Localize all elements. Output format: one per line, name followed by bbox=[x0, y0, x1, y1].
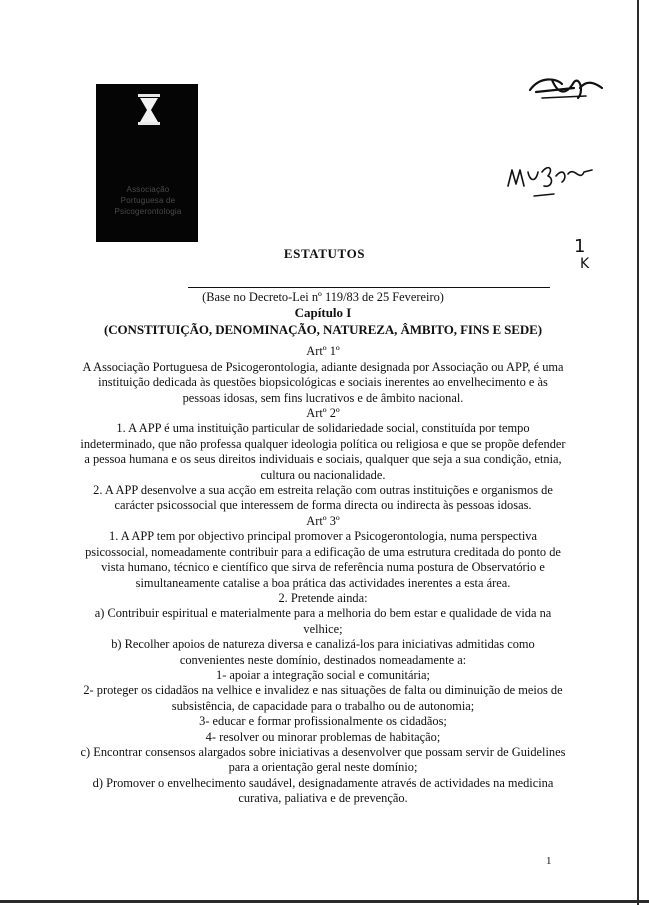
article-3-item-d: d) Promover o envelhecimento saudável, designadamente através de actividades na medicina curativa, paliativa e de prevenção. bbox=[92, 775, 554, 806]
article-1-text: A Associação Portuguesa de Psicogerontologia, adiante designada por Associação ou APP, é uma instituição dedicada às questões biopsicológicas e sociais inerentes ao envelhecimento e às pessoas idosas, sem fins lucrativos e de âmbito nacional. bbox=[82, 359, 564, 405]
article-3-item-b-4: 4- resolver ou minorar problemas de habitação; bbox=[205, 729, 441, 744]
article-1-heading: Artº 1º bbox=[306, 344, 340, 359]
article-3-heading: Artº 3º bbox=[306, 513, 340, 528]
article-3-item-b-1: 1- apoiar a integração social e comunitária; bbox=[216, 667, 430, 682]
title-rule bbox=[188, 287, 550, 288]
handwritten-letter: K bbox=[580, 256, 590, 272]
document-subtitle: (Base no Decreto-Lei nº 119/83 de 25 Fevereiro) bbox=[202, 290, 444, 304]
hourglass-icon bbox=[96, 84, 198, 242]
article-2-heading: Artº 2º bbox=[306, 406, 340, 421]
document-body bbox=[80, 290, 566, 807]
article-3-paragraph-2: 2. Pretende ainda: bbox=[278, 590, 368, 605]
handwritten-initials-signature bbox=[522, 70, 608, 106]
article-3-paragraph-1: 1. A APP tem por objectivo principal promover a Psicogerontologia, numa perspectiva psicossocial, nomeadamente contribuir para a edificação de uma estrutura creditada do ponto de vista humano, técnico e científico que sirva de referência numa postura de Observatório e simultaneamente catalise a boa prática das actividades inerentes a esta área. bbox=[85, 529, 561, 590]
scan-edge-bottom bbox=[0, 900, 649, 903]
document-title: ESTATUTOS bbox=[283, 246, 366, 261]
article-2-paragraph-1: 1. A APP é uma instituição particular de solidariedade social, constituída por tempo indeterminado, que não professa qualquer ideologia política ou religiosa e que se propõe defender a pessoa humana e os seus direitos individuais e sociais, qualquer que seja a sua condição, etnia, cultura ou nacionalidade. bbox=[80, 421, 566, 482]
handwritten-signature bbox=[504, 158, 596, 204]
scan-edge-right bbox=[637, 0, 639, 905]
chapter-heading: Capítulo I bbox=[294, 305, 352, 321]
article-3-item-c: c) Encontrar consensos alargados sobre iniciativas a desenvolver que possam servir de Guidelines para a orientação geral neste domínio; bbox=[80, 744, 566, 775]
article-3-item-b: b) Recolher apoios de natureza diversa e canalizá-los para iniciativas admitidas como convenientes neste domínio, destinados nomeadamente a: bbox=[111, 637, 535, 667]
chapter-title: (CONSTITUIÇÃO, DENOMINAÇÃO, NATUREZA, ÂMBITO, FINS E SEDE) bbox=[104, 322, 542, 338]
article-2-paragraph-2: 2. A APP desenvolve a sua acção em estreita relação com outras instituições e organismos de carácter psicossocial que interessem de forma directa ou indirecta às pessoas idosas. bbox=[93, 483, 553, 513]
association-logo bbox=[96, 84, 198, 242]
page-number: 1 bbox=[546, 855, 552, 867]
handwritten-number: 1 bbox=[574, 236, 586, 257]
article-3-item-a: a) Contribuir espiritual e materialmente para a melhoria do bem estar e qualidade de vida na velhice; bbox=[94, 606, 552, 636]
article-3-item-b-3: 3- educar e formar profissionalmente os cidadãos; bbox=[199, 714, 447, 729]
article-3-item-b-2: 2- proteger os cidadãos na velhice e invalidez e nas situações de falta ou diminuição de meios de subsistência, de capacidade para o trabalho ou de autonomia; bbox=[83, 683, 563, 713]
logo-text: Associação Portuguesa de Psicogerontologia bbox=[114, 185, 182, 216]
